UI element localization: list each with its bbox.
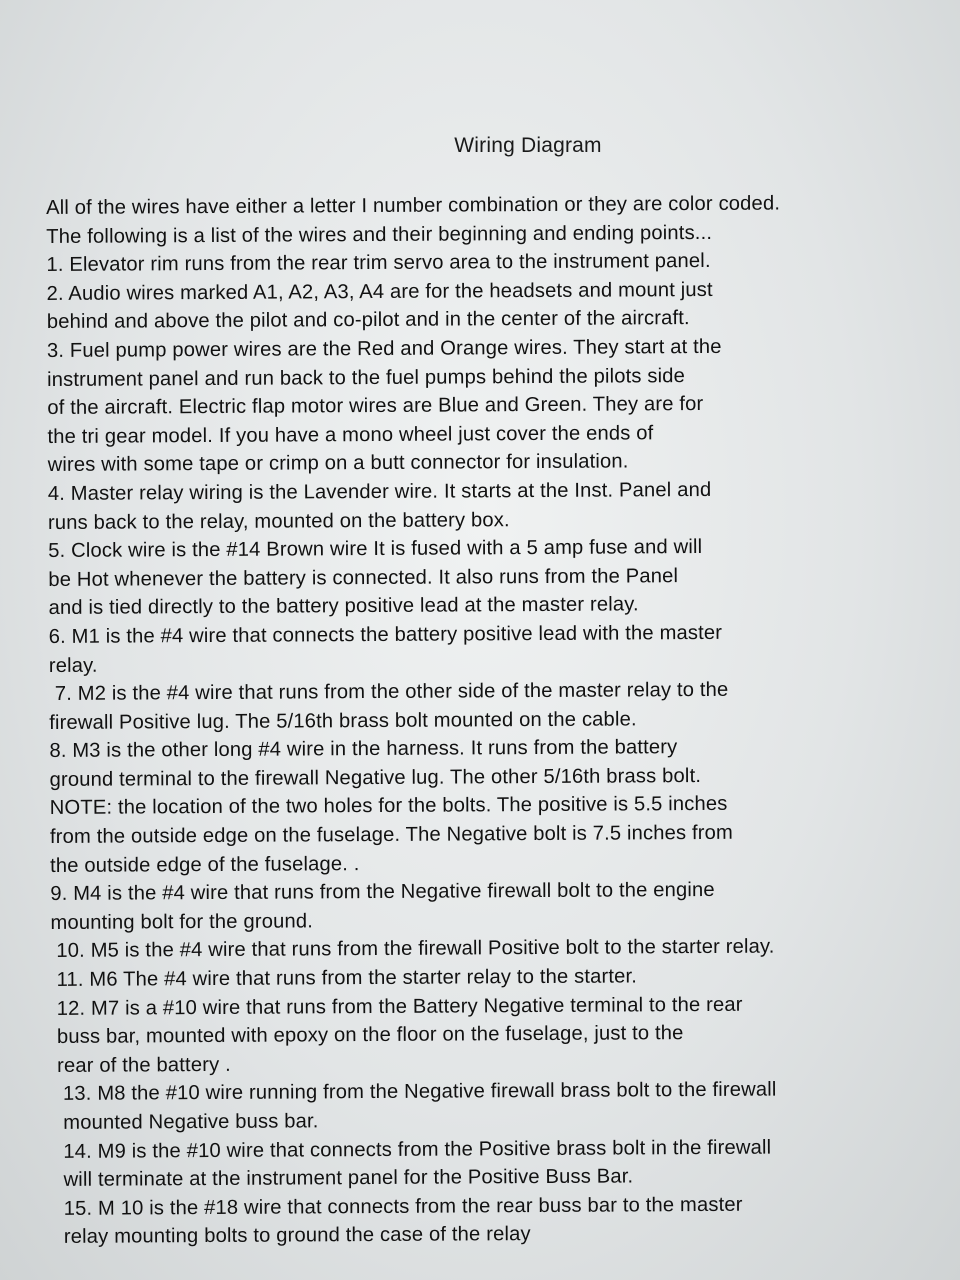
text-line: 11. M6 The #4 wire that runs from the starter relay to the starter.	[50, 965, 638, 992]
text-line: 14. M9 is the #10 wire that connects from the Positive brass bolt in the firewall	[51, 1136, 772, 1163]
text-line: The following is a list of the wires and their beginning and ending points...	[46, 221, 713, 248]
text-line: 10. M5 is the #4 wire that runs from the firewall Positive bolt to the starter relay.	[50, 936, 775, 963]
text-line: 15. M 10 is the #18 wire that connects from the rear buss bar to the master	[52, 1193, 743, 1220]
text-line: will terminate at the instrument panel for the Positive Buss Bar.	[51, 1165, 634, 1192]
text-line: of the aircraft. Electric flap motor wires are Blue and Green. They are for	[47, 393, 704, 420]
text-line: and is tied directly to the battery positive lead at the master relay.	[48, 593, 639, 620]
text-line: 6. M1 is the #4 wire that connects the battery positive lead with the master	[48, 621, 723, 648]
text-line: ground terminal to the firewall Negative lug. The other 5/16th brass bolt.	[49, 764, 702, 791]
document-body	[46, 189, 952, 1252]
text-line: relay.	[48, 654, 98, 677]
text-line: All of the wires have either a letter I number combination or they are color coded.	[46, 192, 781, 219]
document-title: Wiring Diagram	[454, 134, 602, 157]
text-line: wires with some tape or crimp on a butt connector for insulation.	[47, 450, 629, 477]
text-line: instrument panel and run back to the fuel pumps behind the pilots side	[47, 364, 686, 391]
text-line: 13. M8 the #10 wire running from the Negative firewall brass bolt to the firewall	[51, 1078, 777, 1106]
text-line: runs back to the relay, mounted on the battery box.	[47, 508, 510, 534]
text-line: 8. M3 is the other long #4 wire in the harness. It runs from the battery	[49, 736, 678, 763]
text-line: relay mounting bolts to ground the case of the relay	[52, 1223, 531, 1249]
text-line: 1. Elevator rim runs from the rear trim servo area to the instrument panel.	[46, 250, 711, 277]
text-line: NOTE: the location of the two holes for the bolts. The positive is 5.5 inches	[49, 793, 728, 820]
text-line: rear of the battery .	[51, 1053, 231, 1077]
text-line: 5. Clock wire is the #14 Brown wire It is fused with a 5 amp fuse and will	[48, 536, 703, 563]
text-line: 7. M2 is the #4 wire that runs from the other side of the master relay to the	[48, 678, 729, 706]
text-line: the tri gear model. If you have a mono wheel just cover the ends of	[47, 422, 654, 448]
text-line: 2. Audio wires marked A1, A2, A3, A4 are for the headsets and mount just	[46, 278, 713, 305]
text-line: 4. Master relay wiring is the Lavender wire. It starts at the Inst. Panel and	[47, 478, 712, 505]
text-line: be Hot whenever the battery is connected. It also runs from the Panel	[48, 564, 679, 591]
text-line: from the outside edge on the fuselage. The Negative bolt is 7.5 inches from	[49, 821, 734, 849]
text-line: the outside edge of the fuselage. .	[50, 852, 360, 877]
text-line: behind and above the pilot and co-pilot and in the center of the aircraft.	[46, 307, 690, 334]
text-line: 9. M4 is the #4 wire that runs from the Negative firewall bolt to the engine	[50, 879, 715, 906]
text-line: 3. Fuel pump power wires are the Red and Orange wires. They start at the	[46, 335, 722, 362]
text-line: mounting bolt for the ground.	[50, 910, 313, 934]
text-line: mounted Negative buss bar.	[51, 1110, 319, 1134]
text-line: firewall Positive lug. The 5/16th brass bolt mounted on the cable.	[49, 708, 637, 734]
text-line: 12. M7 is a #10 wire that runs from the Battery Negative terminal to the rear	[50, 993, 743, 1020]
text-line: buss bar, mounted with epoxy on the floor on the fuselage, just to the	[51, 1022, 684, 1049]
